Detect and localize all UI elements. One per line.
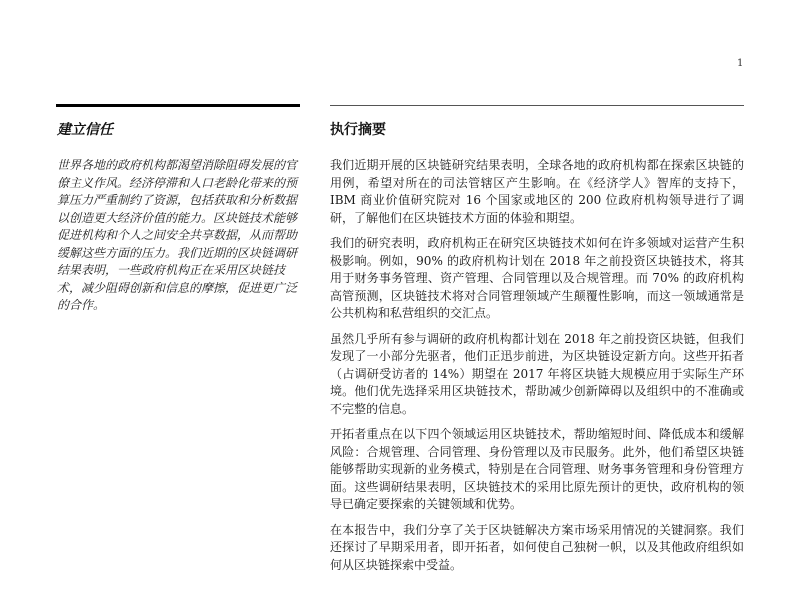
paragraph: 开拓者重点在以下四个领域运用区块链技术，帮助缩短时间、降低成本和缓解风险：合规管理、合同管理、身份管理以及市民服务。此外，他们希望区块链能够帮助实现新的业务模式，特别是在合同管理、财务事务管理和身份管理方面。这些调研结果表明，区块链技术的采用比原先预计的更快，政府机构的领导已确定要探索的关键领域和优势。 [330, 427, 744, 511]
paragraph: 在本报告中，我们分享了关于区块链解决方案市场采用情况的关键洞察。我们还探讨了早期采用者，即开拓者，如何使自己独树一帜，以及其他政府组织如何从区块链探索中受益。 [330, 522, 744, 572]
main-content [330, 119, 744, 582]
paragraph: 虽然几乎所有参与调研的政府机构都计划在 2018 年之前投资区块链，但我们发现了一小部分先驱者，他们正迅步前进，为区块链设定新方向。这些开拓者（占调研受访者的 14%）期望在 2017 年将区块链大规模应用于实际生产环境。他们优先选择采用区块链技术，帮助减少创新障碍以及组织中的不准确或不完整的信息。 [330, 331, 744, 416]
paragraph: 我们的研究表明，政府机构正在研究区块链技术如何在许多领域对运营产生积极影响。例如，90% 的政府机构计划在 2018 年之前投资区块链技术，将其用于财务事务管理、资产管理、合同管理以及合规管理。而 70% 的政府机构高管预测，区块链技术将对合同管理领域产生颠覆性影响，而这一领域通常是公共机构和私营组织的交汇点。 [330, 236, 744, 320]
page-number: 1 [737, 58, 744, 69]
sidebar-body: 世界各地的政府机构都渴望消除阻碍发展的官僚主义作风。经济停滞和人口老龄化带来的预算压力严重制约了资源，包括获取和分析数据以创造更大经济价值的能力。区块链技术能够促进机构和个人之间安全共享数据，从而帮助缓解这些方面的压力。我们近期的区块链调研结果表明，一些政府机构正在采用区块链技术，减少阻碍创新和信息的摩擦，促进更广泛的合作。 [57, 158, 298, 312]
sidebar-divider [56, 104, 300, 107]
sidebar-title: 建立信任 [57, 122, 113, 138]
paragraph: 我们近期开展的区块链研究结果表明，全球各地的政府机构都在探索区块链的用例，希望对所在的司法管辖区产生影响。在《经济学人》智库的支持下，IBM 商业价值研究院对 16 个国家或地区的 200 位政府机构领导进行了调研，了解他们在区块链技术方面的体验和期望。 [330, 158, 744, 225]
sidebar [57, 119, 305, 315]
section-title: 执行摘要 [330, 122, 386, 138]
main-divider [330, 105, 744, 106]
